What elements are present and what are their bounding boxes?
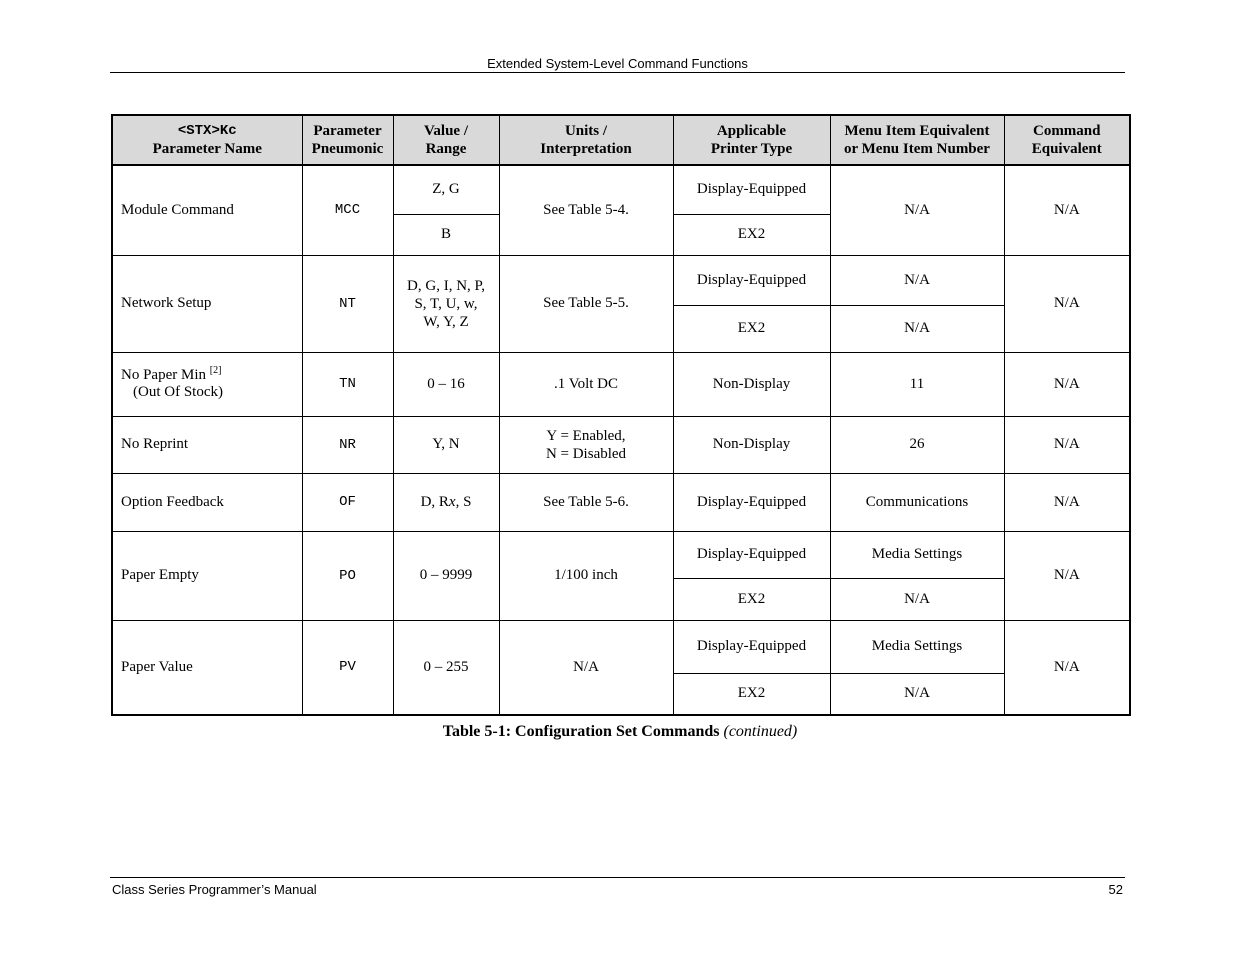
parameter-name-cell: Network Setup — [112, 255, 302, 352]
menu-item-cell: N/A — [830, 578, 1004, 620]
units-cell: See Table 5-4. — [499, 165, 673, 255]
table-row — [112, 416, 1130, 473]
column-header-pneumonic: Parameter Pneumonic — [302, 115, 393, 165]
command-equivalent-cell: N/A — [1004, 531, 1130, 620]
menu-item-cell: Media Settings — [830, 620, 1004, 673]
value-cell: 0 – 9999 — [393, 531, 499, 620]
menu-item-cell: N/A — [830, 255, 1004, 305]
printer-type-cell: Non-Display — [673, 416, 830, 473]
page-footer — [110, 877, 1125, 898]
table-row — [112, 620, 1130, 673]
running-header: Extended System-Level Command Functions — [110, 56, 1125, 73]
value-cell: Y, N — [393, 416, 499, 473]
parameter-name-cell: No Reprint — [112, 416, 302, 473]
command-equivalent-cell: N/A — [1004, 165, 1130, 255]
table-caption: Table 5-1: Configuration Set Commands (continued) — [442, 723, 798, 740]
value-cell: B — [393, 214, 499, 255]
menu-item-cell: N/A — [830, 305, 1004, 352]
column-header-menu-item: Menu Item Equivalent or Menu Item Number — [830, 115, 1004, 165]
menu-item-cell: Media Settings — [830, 531, 1004, 578]
pneumonic-cell: TN — [302, 352, 393, 416]
printer-type-cell: EX2 — [673, 673, 830, 715]
table-row — [112, 165, 1130, 214]
table-row — [112, 473, 1130, 531]
footnote-marker: [2] — [209, 365, 222, 376]
parameter-name-cell: Paper Value — [112, 620, 302, 715]
pneumonic-cell: PO — [302, 531, 393, 620]
menu-item-cell: 26 — [830, 416, 1004, 473]
page-number: 52 — [1108, 882, 1123, 897]
units-cell: .1 Volt DC — [499, 352, 673, 416]
menu-item-cell: N/A — [830, 673, 1004, 715]
command-equivalent-cell: N/A — [1004, 255, 1130, 352]
command-equivalent-cell: N/A — [1004, 352, 1130, 416]
printer-type-cell: EX2 — [673, 305, 830, 352]
table-header — [112, 115, 1130, 165]
value-cell: Z, G — [393, 165, 499, 214]
printer-type-cell: EX2 — [673, 214, 830, 255]
column-header-units: Units / Interpretation — [499, 115, 673, 165]
command-equivalent-cell: N/A — [1004, 473, 1130, 531]
parameter-name-cell: Paper Empty — [112, 531, 302, 620]
pneumonic-cell: PV — [302, 620, 393, 715]
column-header-parameter-name: <STX>Kc Parameter Name — [112, 115, 302, 165]
printer-type-cell: Non-Display — [673, 352, 830, 416]
units-cell: N/A — [499, 620, 673, 715]
manual-title: Class Series Programmer’s Manual — [112, 882, 317, 897]
pneumonic-cell: OF — [302, 473, 393, 531]
printer-type-cell: Display-Equipped — [673, 165, 830, 214]
printer-type-cell: Display-Equipped — [673, 473, 830, 531]
configuration-set-commands-table — [111, 114, 1131, 716]
command-equivalent-cell: N/A — [1004, 620, 1130, 715]
pneumonic-cell: NT — [302, 255, 393, 352]
value-cell: 0 – 16 — [393, 352, 499, 416]
units-cell: See Table 5-6. — [499, 473, 673, 531]
command-equivalent-cell: N/A — [1004, 416, 1130, 473]
header-row — [112, 115, 1130, 165]
units-cell: 1/100 inch — [499, 531, 673, 620]
pneumonic-cell: NR — [302, 416, 393, 473]
column-header-command-equivalent: Command Equivalent — [1004, 115, 1130, 165]
menu-item-cell: Communications — [830, 473, 1004, 531]
value-cell: D, Rx, S — [393, 473, 499, 531]
printer-type-cell: EX2 — [673, 578, 830, 620]
menu-item-cell: N/A — [830, 165, 1004, 255]
parameter-name-cell: Module Command — [112, 165, 302, 255]
table-row — [112, 531, 1130, 578]
column-header-printer-type: Applicable Printer Type — [673, 115, 830, 165]
units-cell: See Table 5-5. — [499, 255, 673, 352]
table-row — [112, 255, 1130, 305]
printer-type-cell: Display-Equipped — [673, 620, 830, 673]
value-cell: 0 – 255 — [393, 620, 499, 715]
parameter-name-cell: No Paper Min [2] (Out Of Stock) — [112, 352, 302, 416]
value-cell: D, G, I, N, P, S, T, U, w, W, Y, Z — [393, 255, 499, 352]
pneumonic-cell: MCC — [302, 165, 393, 255]
units-cell: Y = Enabled, N = Disabled — [499, 416, 673, 473]
column-header-value-range: Value / Range — [393, 115, 499, 165]
printer-type-cell: Display-Equipped — [673, 531, 830, 578]
printer-type-cell: Display-Equipped — [673, 255, 830, 305]
parameter-name-cell: Option Feedback — [112, 473, 302, 531]
table-row — [112, 352, 1130, 416]
menu-item-cell: 11 — [830, 352, 1004, 416]
